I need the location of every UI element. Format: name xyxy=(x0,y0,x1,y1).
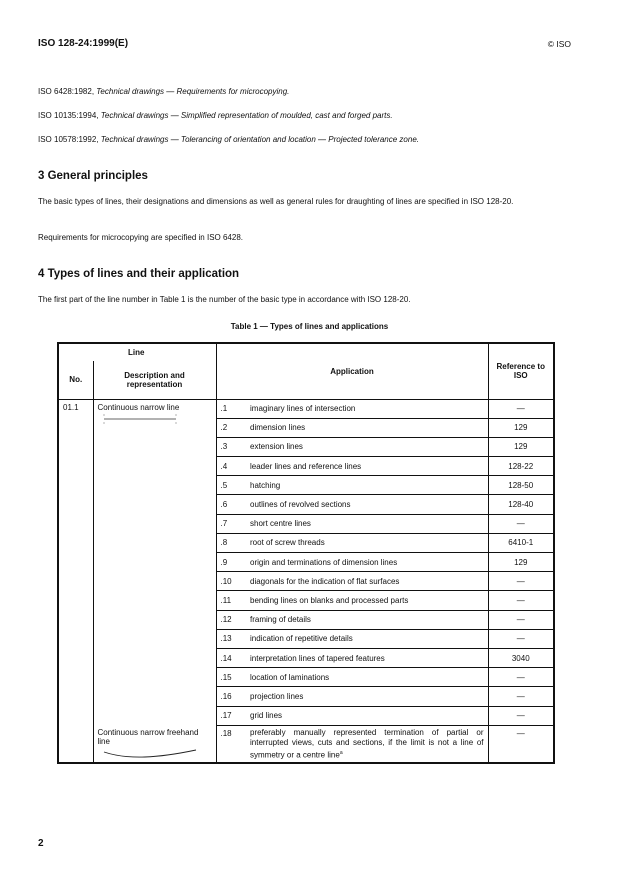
application-number: .5 xyxy=(216,476,246,495)
reference-to-iso: 128-22 xyxy=(488,457,554,476)
line-description-1 xyxy=(93,399,216,725)
application-label: hatching xyxy=(250,480,281,490)
reference-to-iso: 6410-1 xyxy=(488,533,554,552)
application-label: leader lines and reference lines xyxy=(250,461,362,471)
header-application: Application xyxy=(216,343,488,399)
continuous-narrow-line-sample xyxy=(98,412,188,426)
freehand-line-sample xyxy=(98,746,198,760)
group-number: 01.1 xyxy=(58,399,93,763)
application-number: .2 xyxy=(216,418,246,437)
application-label: extension lines xyxy=(250,442,303,452)
application-text xyxy=(246,418,488,437)
application-number: .11 xyxy=(216,591,246,610)
section-3-paragraph-2: Requirements for microcopying are specified in ISO 6428. xyxy=(38,233,243,242)
reference-to-iso: — xyxy=(488,687,554,706)
reference-to-iso: 129 xyxy=(488,437,554,456)
application-text xyxy=(246,572,488,591)
application-label: imaginary lines of intersection xyxy=(250,404,356,414)
application-label: interpretation lines of tapered features xyxy=(250,653,385,663)
application-number: .9 xyxy=(216,553,246,572)
application-number: .14 xyxy=(216,648,246,667)
application-number: .1 xyxy=(216,399,246,418)
header-line: Line xyxy=(128,348,145,357)
reference-to-iso: — xyxy=(488,629,554,648)
application-text xyxy=(246,399,488,418)
application-text xyxy=(246,668,488,687)
line-description-2 xyxy=(93,725,216,763)
reference-to-iso: 129 xyxy=(488,418,554,437)
application-text xyxy=(246,495,488,514)
application-label: origin and terminations of dimension lines xyxy=(250,557,398,567)
application-text xyxy=(246,610,488,629)
reference-to-iso: — xyxy=(488,399,554,418)
reference-to-iso: 128-40 xyxy=(488,495,554,514)
ref-code: ISO 10578:1992, xyxy=(38,135,99,144)
header-reference: Reference to ISO xyxy=(488,343,554,399)
document-id: ISO 128-24:1999(E) xyxy=(38,38,129,49)
application-number: .8 xyxy=(216,533,246,552)
section-4-heading: 4 Types of lines and their application xyxy=(38,268,240,280)
copyright: © ISO xyxy=(547,39,571,49)
application-text xyxy=(246,725,488,763)
application-number: .15 xyxy=(216,668,246,687)
application-text xyxy=(246,553,488,572)
reference-to-iso: — xyxy=(488,610,554,629)
table-row xyxy=(58,399,554,418)
description-text: Continuous narrow freehand line xyxy=(97,728,199,747)
lines-table xyxy=(57,342,555,764)
application-number: .4 xyxy=(216,457,246,476)
application-number: .12 xyxy=(216,610,246,629)
application-number: .10 xyxy=(216,572,246,591)
footnote-marker: a xyxy=(339,749,343,756)
application-number: .18 xyxy=(216,725,246,763)
section-3-paragraph-1: The basic types of lines, their designations and dimensions as well as general rules for draughting of lines are specified in ISO 128-20. xyxy=(38,197,514,206)
reference-3 xyxy=(38,135,419,144)
reference-to-iso: — xyxy=(488,591,554,610)
description-text: Continuous narrow line xyxy=(97,402,180,412)
reference-to-iso: — xyxy=(488,572,554,591)
table-caption: Table 1 — Types of lines and applications xyxy=(230,322,389,331)
reference-to-iso: — xyxy=(488,514,554,533)
application-text xyxy=(246,533,488,552)
application-text xyxy=(246,591,488,610)
table-row xyxy=(58,725,554,763)
application-number: .16 xyxy=(216,687,246,706)
application-text xyxy=(246,514,488,533)
application-text xyxy=(246,687,488,706)
application-label: projection lines xyxy=(250,691,304,701)
ref-title: Technical drawings — Requirements for microcopying. xyxy=(96,87,290,96)
reference-1 xyxy=(38,87,289,96)
application-label: diagonals for the indication of flat surfaces xyxy=(250,576,400,586)
header-no: No. xyxy=(58,361,93,399)
application-label: framing of details xyxy=(250,615,311,625)
application-label: outlines of revolved sections xyxy=(250,500,351,510)
application-label: root of screw threads xyxy=(250,538,325,548)
application-label: grid lines xyxy=(250,711,283,721)
reference-to-iso: 3040 xyxy=(488,648,554,667)
application-text xyxy=(246,648,488,667)
application-text xyxy=(246,437,488,456)
reference-to-iso: — xyxy=(488,706,554,725)
section-4-paragraph: The first part of the line number in Table 1 is the number of the basic type in accordance with ISO 128-20. xyxy=(38,295,411,304)
application-label: indication of repetitive details xyxy=(250,634,353,644)
application-label: location of laminations xyxy=(250,672,330,682)
application-label: bending lines on blanks and processed parts xyxy=(250,595,409,605)
header-description: Description and representation xyxy=(93,361,216,399)
ref-code: ISO 6428:1982, xyxy=(38,87,95,96)
application-text xyxy=(246,457,488,476)
application-text xyxy=(246,476,488,495)
application-number: .13 xyxy=(216,629,246,648)
reference-to-iso: — xyxy=(488,725,554,763)
application-number: .6 xyxy=(216,495,246,514)
application-number: .17 xyxy=(216,706,246,725)
application-label: preferably manually represented termination of partial or interrupted views, cuts and sections, if the limit is not a line of symmetry or a centre line xyxy=(250,727,484,760)
application-label: short centre lines xyxy=(250,519,311,529)
ref-code: ISO 10135:1994, xyxy=(38,111,99,120)
section-3-heading: 3 General principles xyxy=(38,170,148,182)
application-number: .3 xyxy=(216,437,246,456)
application-number: .7 xyxy=(216,514,246,533)
ref-title: Technical drawings — Simplified representation of moulded, cast and forged parts. xyxy=(100,111,393,120)
reference-to-iso: 128-50 xyxy=(488,476,554,495)
reference-to-iso: — xyxy=(488,668,554,687)
ref-title: Technical drawings — Tolerancing of orientation and location — Projected tolerance zone. xyxy=(100,135,419,144)
application-text xyxy=(246,629,488,648)
page-number: 2 xyxy=(38,838,44,849)
reference-2 xyxy=(38,111,393,120)
application-label: dimension lines xyxy=(250,423,306,433)
reference-to-iso: 129 xyxy=(488,553,554,572)
application-text xyxy=(246,706,488,725)
